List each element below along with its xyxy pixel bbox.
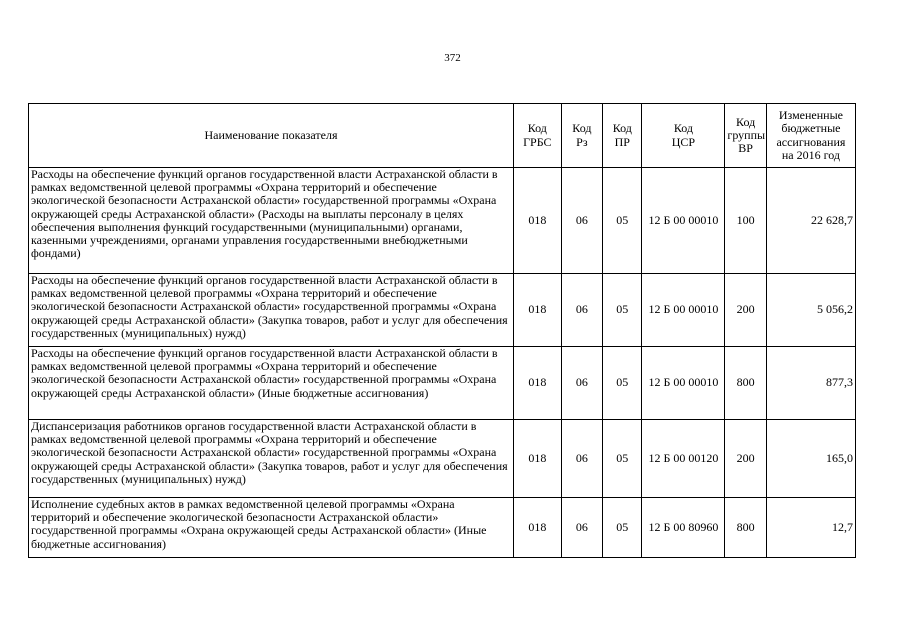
row-name: Расходы на обеспечение функций органов государственной власти Астраханской области в рамках ведомственной целевой программы «Охрана территорий и обеспечение экологической безопасности Астраханской области» государственной программы «Охрана окружающей среды Астраханской области» (Закупка товаров, работ и услуг для обеспечения государственных (муниципальных) нужд)	[29, 274, 514, 347]
row-rz: 06	[561, 420, 602, 498]
row-name: Исполнение судебных актов в рамках ведомственной целевой программы «Охрана территорий и обеспечение экологической безопасности Астраханской области» государственной программы «Охрана окружающей среды Астраханской области» (Иные бюджетные ассигнования)	[29, 498, 514, 558]
header-grbs: Код ГРБС	[514, 104, 562, 168]
header-amount: Измененные бюджетные ассигнования на 2016 год	[766, 104, 855, 168]
header-rz: Код Рз	[561, 104, 602, 168]
row-pr: 05	[603, 420, 642, 498]
budget-table	[28, 103, 856, 558]
row-csr: 12 Б 00 00010	[642, 168, 725, 274]
page-number: 372	[444, 52, 461, 64]
row-grbs: 018	[514, 420, 562, 498]
header-pr: Код ПР	[603, 104, 642, 168]
row-amount: 5 056,2	[766, 274, 855, 347]
row-amount: 12,7	[766, 498, 855, 558]
row-csr: 12 Б 00 00010	[642, 274, 725, 347]
row-name: Расходы на обеспечение функций органов государственной власти Астраханской области в рамках ведомственной целевой программы «Охрана территорий и обеспечение экологической безопасности Астраханской области» государственной программы «Охрана окружающей среды Астраханской области» (Расходы на выплаты персоналу в целях обеспечения выполнения функций государственными (муниципальными) органами, казенными учреждениями, органами управления государственными внебюджетными фондами)	[29, 168, 514, 274]
header-csr: Код ЦСР	[642, 104, 725, 168]
row-vr: 800	[725, 347, 766, 420]
table-row	[29, 274, 856, 347]
row-pr: 05	[603, 168, 642, 274]
row-grbs: 018	[514, 168, 562, 274]
table-row	[29, 168, 856, 274]
row-grbs: 018	[514, 498, 562, 558]
row-rz: 06	[561, 274, 602, 347]
header-vr: Код группы ВР	[725, 104, 766, 168]
table-row	[29, 347, 856, 420]
table-header-row	[29, 104, 856, 168]
row-vr: 800	[725, 498, 766, 558]
row-vr: 100	[725, 168, 766, 274]
row-amount: 877,3	[766, 347, 855, 420]
row-amount: 165,0	[766, 420, 855, 498]
row-rz: 06	[561, 347, 602, 420]
row-grbs: 018	[514, 274, 562, 347]
row-vr: 200	[725, 274, 766, 347]
row-csr: 12 Б 00 00010	[642, 347, 725, 420]
row-csr: 12 Б 00 00120	[642, 420, 725, 498]
header-name: Наименование показателя	[29, 104, 514, 168]
table-row	[29, 420, 856, 498]
row-vr: 200	[725, 420, 766, 498]
row-grbs: 018	[514, 347, 562, 420]
row-rz: 06	[561, 498, 602, 558]
row-csr: 12 Б 00 80960	[642, 498, 725, 558]
row-pr: 05	[603, 274, 642, 347]
row-amount: 22 628,7	[766, 168, 855, 274]
row-name: Расходы на обеспечение функций органов государственной власти Астраханской области в рамках ведомственной целевой программы «Охрана территорий и обеспечение экологической безопасности Астраханской области» государственной программы «Охрана окружающей среды Астраханской области» (Иные бюджетные ассигнования)	[29, 347, 514, 420]
table-row	[29, 498, 856, 558]
row-rz: 06	[561, 168, 602, 274]
row-pr: 05	[603, 347, 642, 420]
row-name: Диспансеризация работников органов государственной власти Астраханской области в рамках ведомственной целевой программы «Охрана территорий и обеспечение экологической безопасности Астраханской области» государственной программы «Охрана окружающей среды Астраханской области» (Закупка товаров, работ и услуг для обеспечения государственных (муниципальных) нужд)	[29, 420, 514, 498]
row-pr: 05	[603, 498, 642, 558]
